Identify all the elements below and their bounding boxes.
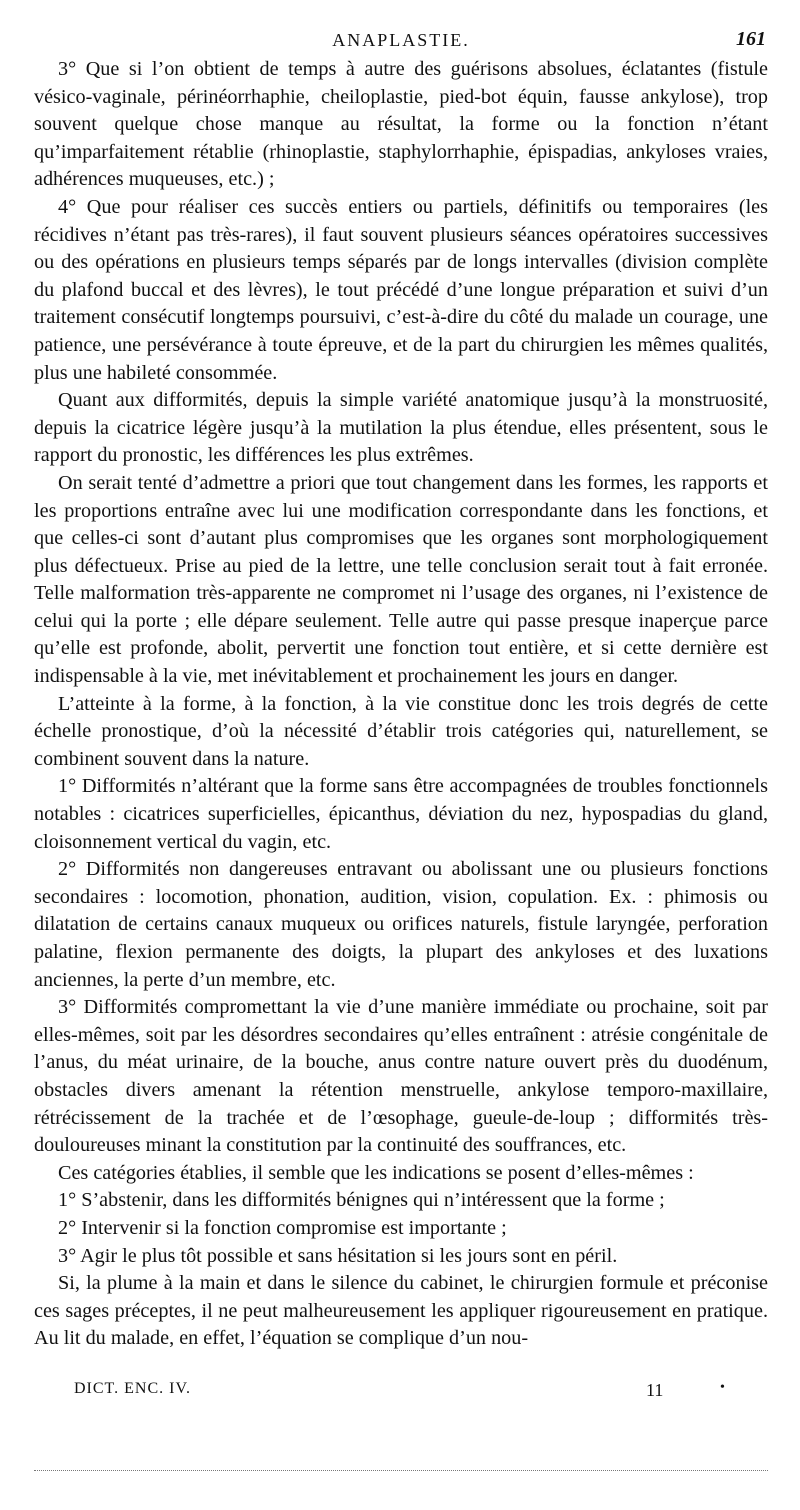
page-footer xyxy=(34,1380,768,1410)
paragraph-category-3: 3° Difformités compromettant la vie d’une manière immédiate ou prochaine, soit par elles-mêmes, soit par les désordres secondaires qu’elles entraînent : atrésie congénitale de l’anus, du méat urinaire, de la bouche, anus contre nature ouvert près du duodénum, obstacles divers amenant la rétention menstruelle, ankylose temporo-maxillaire, rétrécissement de la trachée et de l’œsophage, gueule-de-loup ; difformités très-douloureuses minant la constitution par la continuité des souffrances, etc. xyxy=(34,996,768,1157)
paragraph-indication-3: 3° Agir le plus tôt possible et sans hésitation si les jours sont en péril. xyxy=(58,1244,618,1267)
page-header xyxy=(34,26,768,56)
body-text xyxy=(34,56,768,1353)
paragraph-atteinte: L’atteinte à la forme, à la fonction, à la vie constitue donc les trois degrés de cette échelle pronostique, d’où la nécessité d’établir trois catégories qui, naturellement, se combinent souvent dans la nature. xyxy=(34,692,768,770)
paragraph-a-priori: On serait tenté d’admettre a priori que tout changement dans les formes, les rapports et les proportions entraîne avec lui une modification correspondante dans les fonctions, et que celles-ci sont d’autant plus compromises que les organes sont morphologiquement plus défectueux. Prise au pied de la lettre, une telle conclusion serait tout à fait erronée. Telle malformation très-apparente ne compromet ni l’usage des organes, ni l’existence de celui qui la porte ; elle dépare seulement. Telle autre qui passe presque inaperçue parce qu’elle est profonde, abolit, pervertit une fonction tout entière, et si cette dernière est indispensable à la vie, met inévitablement et prochainement les jours en danger. xyxy=(34,471,768,688)
paragraph-indications-intro: Ces catégories établies, il semble que les indications se posent d’elles-mêmes : xyxy=(58,1161,694,1184)
paragraph-category-1: 1° Difformités n’altérant que la forme sans être accompagnées de troubles fonctionnels notables : cicatrices superficielles, épicanthus, déviation du nez, hypospadias du gland, cloisonnement vertical du vagin, etc. xyxy=(34,775,768,853)
bullet-mark: • xyxy=(720,1380,725,1395)
paragraph-category-2: 2° Difformités non dangereuses entravant ou abolissant une ou plusieurs fonctions secondaires : locomotion, phonation, audition, vision, copulation. Ex. : phimosis ou dilatation de certains canaux muqueux ou orifices naturels, fistule laryngée, perforation palatine, flexion permanente des doigts, la plupart des ankyloses et des luxations anciennes, la perte d’un membre, etc. xyxy=(34,858,768,991)
paragraph-point-4: 4° Que pour réaliser ces succès entiers ou partiels, définitifs ou temporaires (les récidives n’étant pas très-rares), il faut souvent plusieurs séances opératoires successives ou des opérations en plusieurs temps séparés par de longs intervalles (division complète du plafond buccal et des lèvres), le tout précédé d’une longue préparation et suivi d’un traitement consécutif longtemps poursuivi, c’est-à-dire du côté du malade un courage, une patience, une persévérance à toute épreuve, et de la part du chirurgien les mêmes qualités, plus une habileté consommée. xyxy=(34,195,768,384)
paragraph-conclusion: Si, la plume à la main et dans le silence du cabinet, le chirurgien formule et préconise ces sages préceptes, il ne peut malheureusement les appliquer rigoureusement en pratique. Au lit du malade, en effet, l’équation se complique d’un nou- xyxy=(34,1272,768,1350)
paragraph-indication-1: 1° S’abstenir, dans les difformités bénignes qui n’intéressent que la forme ; xyxy=(58,1189,665,1212)
paragraph-indication-2: 2° Intervenir si la fonction compromise est importante ; xyxy=(58,1216,507,1239)
page xyxy=(34,26,768,1353)
signature-mark: DICT. ENC. IV. xyxy=(74,1380,191,1397)
paragraph-difformites: Quant aux difformités, depuis la simple variété anatomique jusqu’à la monstruosité, depuis la cicatrice légère jusqu’à la mutilation la plus étendue, elles présentent, sous le rapport du pronostic, les différences les plus extrêmes. xyxy=(34,389,768,467)
page-number: 161 xyxy=(736,28,766,50)
sheet-number: 11 xyxy=(646,1380,664,1400)
paragraph-point-3: 3° Que si l’on obtient de temps à autre des guérisons absolues, éclatantes (fistule vésico-vaginale, périnéorrhaphie, cheiloplastie, pied-bot équin, fausse ankylose), trop souvent quelque chose manque au résultat, la forme ou la fonction n’étant qu’imparfaitement rétablie (rhinoplastie, staphylorrhaphie, épispadias, ankyloses vraies, adhérences muqueuses, etc.) ; xyxy=(34,58,768,191)
bottom-dotted-rule xyxy=(34,1470,768,1471)
running-head: ANAPLASTIE. xyxy=(332,30,470,50)
